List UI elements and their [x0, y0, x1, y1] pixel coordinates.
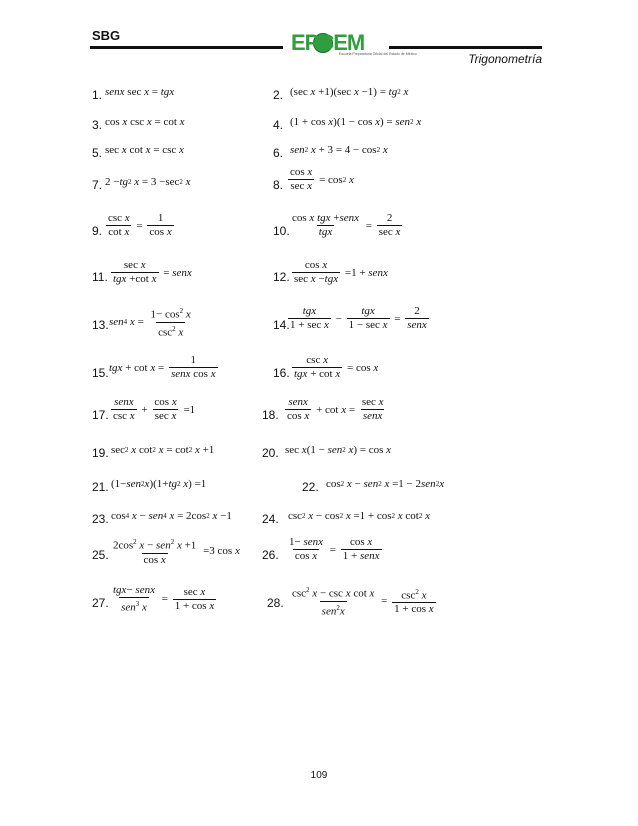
- exercise-equation: sec x cot x = csc x: [105, 144, 184, 156]
- exercise-equation: csc 2 x − cos 2 x =1 + cos 2 x cot 2 x: [288, 510, 431, 522]
- exercise-equation: senx cos x + cot x = sec x senx: [287, 396, 384, 422]
- exercise-number: 2.: [273, 88, 284, 102]
- exercise-equation: sec x (1 − sen 2 x ) = cos x: [285, 444, 392, 456]
- exercise-number: 14.: [273, 318, 290, 332]
- exercise-number: 10.: [273, 224, 290, 238]
- exercise-number: 24.: [262, 512, 279, 526]
- exercise-number: 12.: [273, 270, 290, 284]
- exercise-equation: cos x sec x = cos 2 x: [290, 166, 354, 192]
- exercise-number: 25.: [92, 548, 109, 562]
- exercise-number: 5.: [92, 146, 103, 160]
- exercise-number: 8.: [273, 178, 284, 192]
- exercise-number: 28.: [267, 596, 284, 610]
- exercise-number: 21.: [92, 480, 109, 494]
- exercise-equation: (1− sen 2 x )(1+ tg 2 x ) =1: [111, 478, 207, 490]
- exercise-number: 7.: [92, 178, 103, 192]
- exercise-equation: sen 4 x = $1- \cos^2 x$ $\csc^2 x$: [109, 307, 191, 339]
- exercise-number: 9.: [92, 224, 103, 238]
- exercise-equation: cos x csc x = cot x: [105, 116, 185, 128]
- exercise-number: 18.: [262, 408, 279, 422]
- exercise-equation: tgx− senx sen$^3$ x = sec x 1 + cos x: [113, 584, 215, 614]
- logo-text: EPCEM: [291, 30, 365, 55]
- exercise-equation: cos 2 x − sen 2 x =1 − 2 sen 2 x: [326, 478, 445, 490]
- exercise-equation: sec x tgx +cot x = senx: [113, 259, 192, 285]
- exercise-equation: tgx 1 + sec x − tgx 1 − sec x = 2 senx: [290, 305, 427, 331]
- exercise-number: 1.: [92, 88, 103, 102]
- exercise-number: 26.: [262, 548, 279, 562]
- exercise-number: 3.: [92, 118, 103, 132]
- exercise-number: 13.: [92, 318, 109, 332]
- exercise-equation: sec 2 x cot 2 x = cot 2 x +1: [111, 444, 215, 456]
- logo: [283, 30, 417, 58]
- exercise-number: 23.: [92, 512, 109, 526]
- exercise-number: 16.: [273, 366, 290, 380]
- exercise-number: 27.: [92, 596, 109, 610]
- exercise-equation: (1 + cos x )(1 − cos x ) = sen 2 x: [290, 116, 422, 128]
- exercise-number: 4.: [273, 118, 284, 132]
- exercise-equation: $2\cos^2$ x − sen$^2$ x +1 cos x =3 cos x: [113, 538, 240, 566]
- exercise-number: 17.: [92, 408, 109, 422]
- exercise-equation: tgx + cot x = 1 senx cos x: [109, 354, 216, 380]
- exercise-equation: csc x tgx + cot x = cos x: [294, 354, 379, 380]
- exercise-number: 11.: [92, 270, 108, 284]
- exercise-equation: 2 − tg 2 x = 3 −sec 2 x: [105, 176, 191, 188]
- exercise-equation: senx sec x = tgx: [105, 86, 175, 98]
- page-number: 109: [310, 770, 328, 781]
- exercise-number: 15.: [92, 366, 109, 380]
- exercise-number: 20.: [262, 446, 279, 460]
- exercise-equation: cos x tgx +senx tgx = 2 sec x: [292, 212, 401, 238]
- exercise-equation: 1− senx cos x = cos x 1 + senx: [289, 536, 380, 562]
- exercise-equation: sen 2 x + 3 = 4 − cos 2 x: [290, 144, 388, 156]
- header-sbg: SBG: [92, 28, 121, 43]
- logo-subtitle: Escuela Preparatoria Oficial del Estado de México: [339, 52, 417, 56]
- exercise-number: 22.: [302, 480, 319, 494]
- exercise-equation: $\csc^2 x - \csc x$ cot x sen$^2$x = $\csc^2 x$ 1 + cos x: [292, 586, 434, 618]
- exercise-equation: cos 4 x − sen 4 x = 2cos 2 x −1: [111, 510, 232, 522]
- exercise-equation: csc x cot x = 1 cos x: [108, 212, 172, 238]
- exercise-equation: senx csc x + cos x sec x =1: [113, 396, 196, 422]
- exercise-equation: cos x sec x −tgx =1 + senx: [294, 259, 388, 285]
- exercise-number: 19.: [92, 446, 109, 460]
- header-topic: Trigonometría: [468, 52, 542, 66]
- exercise-number: 6.: [273, 146, 284, 160]
- exercise-equation: (sec x +1)(sec x −1) = tg 2 x: [290, 86, 409, 98]
